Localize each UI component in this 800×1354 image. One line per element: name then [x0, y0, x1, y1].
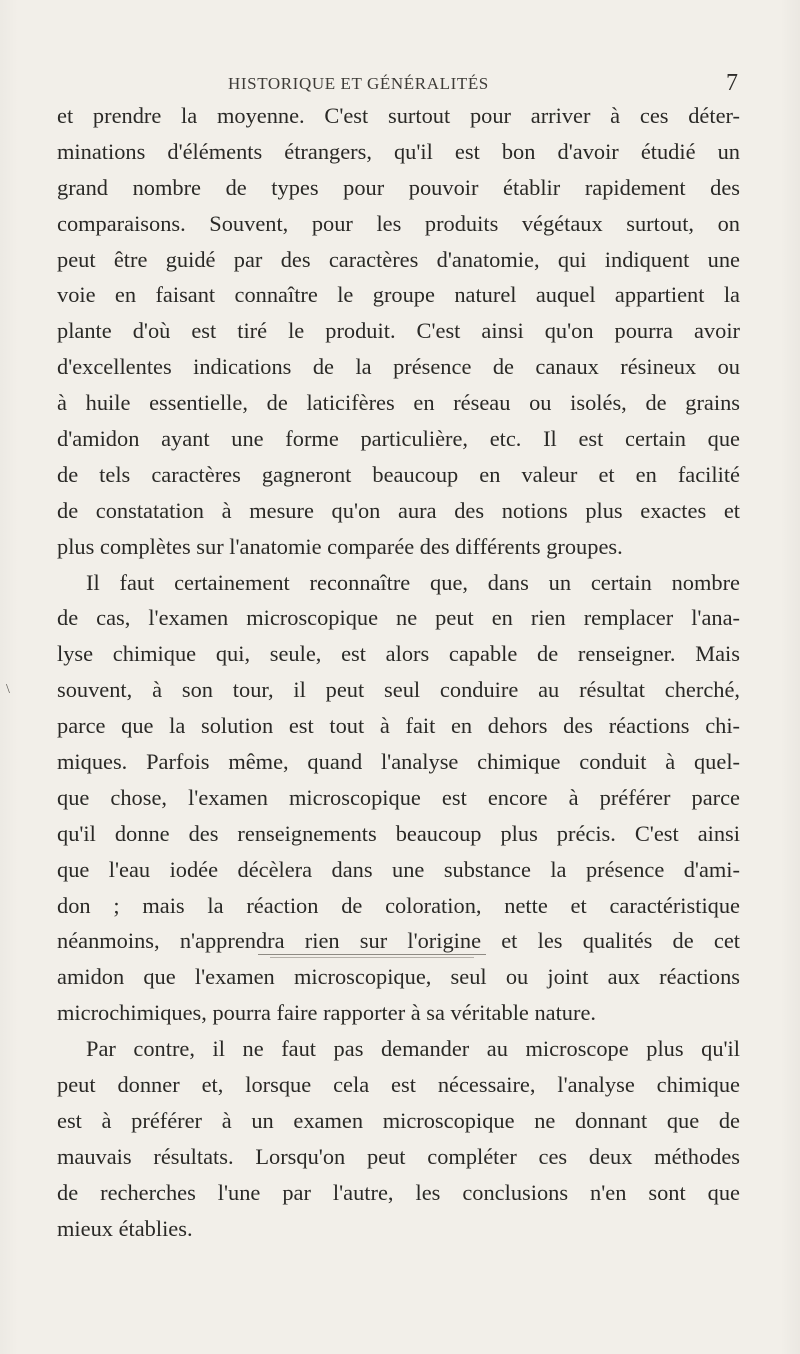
text-line: mieux établies.	[57, 1215, 193, 1241]
text-line: que chose, l'examen microscopique est encore à préférer parce	[57, 784, 740, 810]
text-line: que l'eau iodée décèlera dans une substance la présence d'ami-	[57, 856, 740, 882]
text-line: minations d'éléments étrangers, qu'il est bon d'avoir étudié un	[57, 138, 740, 164]
rule-line	[258, 954, 486, 955]
text-line: miques. Parfois même, quand l'analyse chimique conduit à quel-	[57, 749, 740, 775]
text-line: peut donner et, lorsque cela est nécessaire, l'analyse chimique	[57, 1072, 740, 1098]
running-title: HISTORIQUE ET GÉNÉRALITÉS	[228, 74, 489, 93]
paragraph-start-line: Par contre, il ne faut pas demander au microscope plus qu'il	[86, 1036, 740, 1062]
text-line: plante d'où est tiré le produit. C'est ainsi qu'on pourra avoir	[57, 318, 740, 344]
text-line: voie en faisant connaître le groupe naturel auquel appartient la	[57, 282, 740, 308]
text-line: néanmoins, n'apprendra rien sur l'origine et les qualités de cet	[57, 928, 740, 954]
page-number: 7	[726, 70, 738, 96]
end-rule-ornament	[258, 954, 486, 960]
text-line: à huile essentielle, de laticifères en réseau ou isolés, de grains	[57, 390, 740, 416]
text-line: d'amidon ayant une forme particulière, etc. Il est certain que	[57, 426, 740, 452]
text-line: de constatation à mesure qu'on aura des notions plus exactes et	[57, 497, 740, 523]
text-line: don ; mais la réaction de coloration, nette et caractéristique	[57, 892, 740, 918]
text-line: d'excellentes indications de la présence de canaux résineux ou	[57, 354, 740, 380]
text-line: et prendre la moyenne. C'est surtout pour arriver à ces déter-	[57, 103, 740, 128]
margin-mark: \	[6, 682, 10, 697]
text-line: qu'il donne des renseignements beaucoup plus précis. C'est ainsi	[57, 820, 740, 846]
text-line: de cas, l'examen microscopique ne peut en rien remplacer l'ana-	[57, 605, 740, 631]
body-text	[57, 98, 740, 1247]
text-line: microchimiques, pourra faire rapporter à sa véritable nature.	[57, 1000, 596, 1026]
text-line: de recherches l'une par l'autre, les conclusions n'en sont que	[57, 1179, 740, 1205]
text-line: lyse chimique qui, seule, est alors capable de renseigner. Mais	[57, 641, 740, 667]
text-line: mauvais résultats. Lorsqu'on peut compléter ces deux méthodes	[57, 1143, 740, 1169]
text-line: parce que la solution est tout à fait en dehors des réactions chi-	[57, 713, 740, 739]
running-head	[0, 70, 800, 98]
text-line: amidon que l'examen microscopique, seul ou joint aux réactions	[57, 964, 740, 990]
rule-line	[270, 957, 474, 958]
text-line: de tels caractères gagneront beaucoup en valeur et en facilité	[57, 461, 740, 487]
text-line: souvent, à son tour, il peut seul conduire au résultat cherché,	[57, 677, 740, 703]
text-line: plus complètes sur l'anatomie comparée des différents groupes.	[57, 533, 623, 559]
paragraph-start-line: Il faut certainement reconnaître que, dans un certain nombre	[86, 569, 740, 595]
text-line: peut être guidé par des caractères d'anatomie, qui indiquent une	[57, 246, 740, 272]
text-line: grand nombre de types pour pouvoir établir rapidement des	[57, 174, 740, 200]
text-line: est à préférer à un examen microscopique ne donnant que de	[57, 1107, 740, 1133]
text-line: comparaisons. Souvent, pour les produits végétaux surtout, on	[57, 210, 740, 236]
